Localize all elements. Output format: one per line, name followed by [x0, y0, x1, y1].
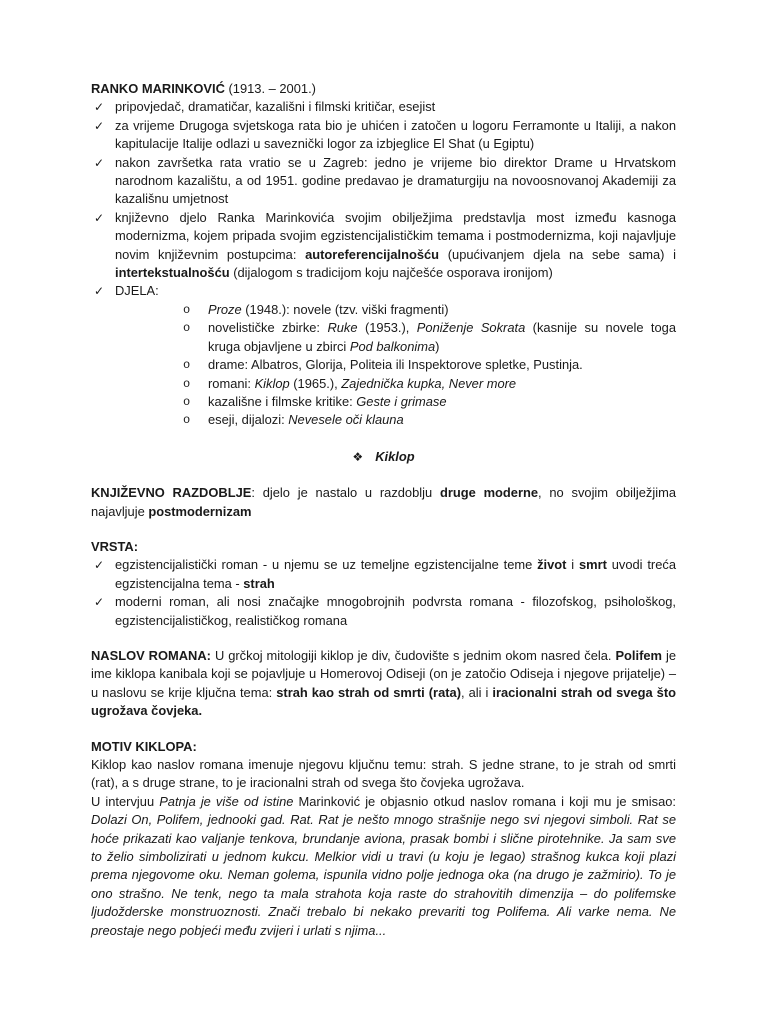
works-item: o eseji, dijalozi: Nevesele oči klauna [115, 411, 676, 429]
circle-bullet-icon: o [183, 358, 191, 373]
motif-heading: MOTIV KIKLOPA: [91, 738, 197, 754]
checkmark-icon: ✓ [94, 284, 105, 299]
circle-bullet-icon: o [183, 394, 191, 409]
works-item: o kazališne i filmske kritike: Geste i grimase [115, 393, 676, 411]
checkmark-icon: ✓ [94, 118, 105, 133]
works-item: o romani: Kiklop (1965.), Zajednička kupka, Never more [115, 375, 676, 393]
spacer [91, 521, 676, 538]
spacer [91, 721, 676, 738]
section-title [91, 448, 676, 466]
bio-item: ✓ književno djelo Ranka Marinkovića svojim obilježjima predstavlja most između kasnoga modernizma, kojem pripada svojim egzistencijalističkim temama i postmodernizma, koji najavljuje novim književnim postupcima: autoreferencijalnošću (upućivanjem djela na sebe sama) i intertekstualnošću (dijalogom s tradicijom koju najčešće osporava ironijom) [94, 209, 676, 281]
interview-quote: Dolazi On, Polifem, jednooki gad. Rat. Rat je nešto mnogo strašnije nego svi njegovi simboli. Rat se hoće prikazati kao valjanje tenkova, brundanje aviona, prasak bombi i slične pirotehnike. Ja sam sve to želio simbolizirati u jednom kukcu. Melkior vidi u travi (u koju je legao) strašnog kukca koji plazi prema njegovome oku. Neman golema, ispunila vidno polje jednoga oka (na drugo je zažmirio). To je ono strašno. Ne tenk, nego ta mala strahota koja raste do strahovitih dimenzija – do polifemske ljudožderske monstruoznosti. Znači trebalo bi nekako prevariti tog Polifema. Ali varke nema. Ne preostaje nego pobjeći među zvijeri i urlati s njima... [91, 812, 676, 938]
genre-list [91, 556, 676, 630]
genre-item: ✓ moderni roman, ali nosi značajke mnogobrojnih podvrsta romana - filozofskog, psihološkog, egzistencijalističkog, realističkog romana [94, 594, 676, 628]
bio-list [91, 98, 676, 429]
works-list [115, 301, 676, 430]
author-years: (1913. – 2001.) [224, 81, 316, 96]
bio-item-works: ✓ DJELA: o Proze (1948.): novele (tzv. viški fragmenti) o novelističke zbirke: Ruke (1953.), Poniženje Sokrata (kasnije su novele toga kruga objavljene u zbirci Pod balkonima) o drame: Albatros, Glorija, Politeia ili Inspektorove spletke, Pustinja. o romani: Kiklop (1965.), Zajednička kupka, Never more o kazališne i filmske kritike: Geste i grimase o eseji, dijalozi: Nevesele oči klauna [91, 282, 676, 429]
bio-item: ✓ za vrijeme Drugoga svjetskoga rata bio je uhićen i zatočen u logoru Ferramonte u Italiji, a nakon kapitulacije Italije odlazi u saveznički logor za izbjeglice El Shat (u Egiptu) [94, 117, 676, 152]
spacer [91, 430, 676, 448]
checkmark-icon: ✓ [94, 155, 105, 170]
bio-item: ✓ nakon završetka rata vratio se u Zagreb: jedno je vrijeme bio direktor Drame u Hrvatskom narodnom kazalištu, a od 1951. godine predavao je dramaturgiju na novoosnovanoj Akademiji za kazališnu umjetnost [94, 154, 676, 207]
spacer [91, 466, 676, 484]
circle-bullet-icon: o [183, 321, 191, 336]
spacer [91, 630, 676, 647]
author-name: RANKO MARINKOVIĆ [91, 81, 225, 96]
document-body [91, 80, 676, 940]
checkmark-icon: ✓ [94, 210, 105, 225]
checkmark-icon: ✓ [94, 558, 105, 573]
works-item: o Proze (1948.): novele (tzv. viški fragmenti) [115, 301, 676, 319]
motif-paragraph: Kiklop kao naslov romana imenuje njegovu ključnu temu: strah. S jedne strane, to je strah od smrti (rat), a s druge strane, to je iracionalni strah od svega što čovjeka ugrožava. [91, 757, 676, 791]
works-item: o novelističke zbirke: Ruke (1953.), Poniženje Sokrata (kasnije su novele toga kruga objavljene u zbirci Pod balkonima) [183, 320, 677, 354]
interview-paragraph: U intervjuu Patnja je više od istine Marinković je objasnio otkud naslov romana i koji mu je smisao: Dolazi On, Polifem, jednooki gad. Rat. Rat je nešto mnogo strašnije nego svi njegovi simboli. Rat se hoće prikazati kao valjanje tenkova, brundanje aviona, prasak bombi i slične pirotehnike. Ja sam sve to želio simbolizirati u jednom kukcu. Melkior vidi u travi (u koju je legao) strašnog kukca koji plazi prema njegovome oku. Neman golema, ispunila vidno polje jednoga oka (na drugo je zažmirio). To je ono strašno. Ne tenk, nego ta mala strahota koja raste do strahovitih dimenzija – do polifemske ljudožderske monstruoznosti. Znači trebalo bi nekako prevariti tog Polifema. Ali varke nema. Ne preostaje nego pobjeći među zvijeri i urlati s njima... [91, 793, 676, 938]
author-heading [91, 80, 676, 98]
circle-bullet-icon: o [183, 302, 191, 317]
works-item: o drame: Albatros, Glorija, Politeia ili Inspektorove spletke, Pustinja. [115, 356, 676, 374]
circle-bullet-icon: o [183, 413, 191, 428]
section-title-text: Kiklop [375, 448, 415, 464]
period-label: KNJIŽEVNO RAZDOBLJE [91, 485, 252, 501]
circle-bullet-icon: o [183, 376, 191, 391]
checkmark-icon: ✓ [94, 100, 105, 115]
diamond-bullet-icon: ❖ [352, 449, 364, 464]
title-meaning-paragraph: NASLOV ROMANA: U grčkoj mitologiji kiklop je div, čudovište s jednim okom nasred čela. Polifem je ime kiklopa kanibala koji se pojavljuje u Homerovoj Odiseji (on je zatočio Odiseja i njegove prijatelje) – u naslovu se krije ključna tema: strah kao strah od smrti (rata), ali i iracionalni strah od svega što ugrožava čovjeka. [91, 647, 676, 719]
title-meaning-label: NASLOV ROMANA: [91, 647, 211, 663]
checkmark-icon: ✓ [94, 595, 105, 610]
genre-heading: VRSTA: [91, 538, 139, 554]
period-paragraph: KNJIŽEVNO RAZDOBLJE: djelo je nastalo u razdoblju druge moderne, no svojim obilježjima najavljuje postmodernizam [91, 485, 676, 519]
genre-item: ✓ egzistencijalistički roman - u njemu se uz temeljne egzistencijalne teme život i smrt uvodi treća egzistencijalna tema - strah [94, 557, 676, 591]
bio-item: ✓ pripovjedač, dramatičar, kazališni i filmski kritičar, esejist [91, 98, 676, 116]
